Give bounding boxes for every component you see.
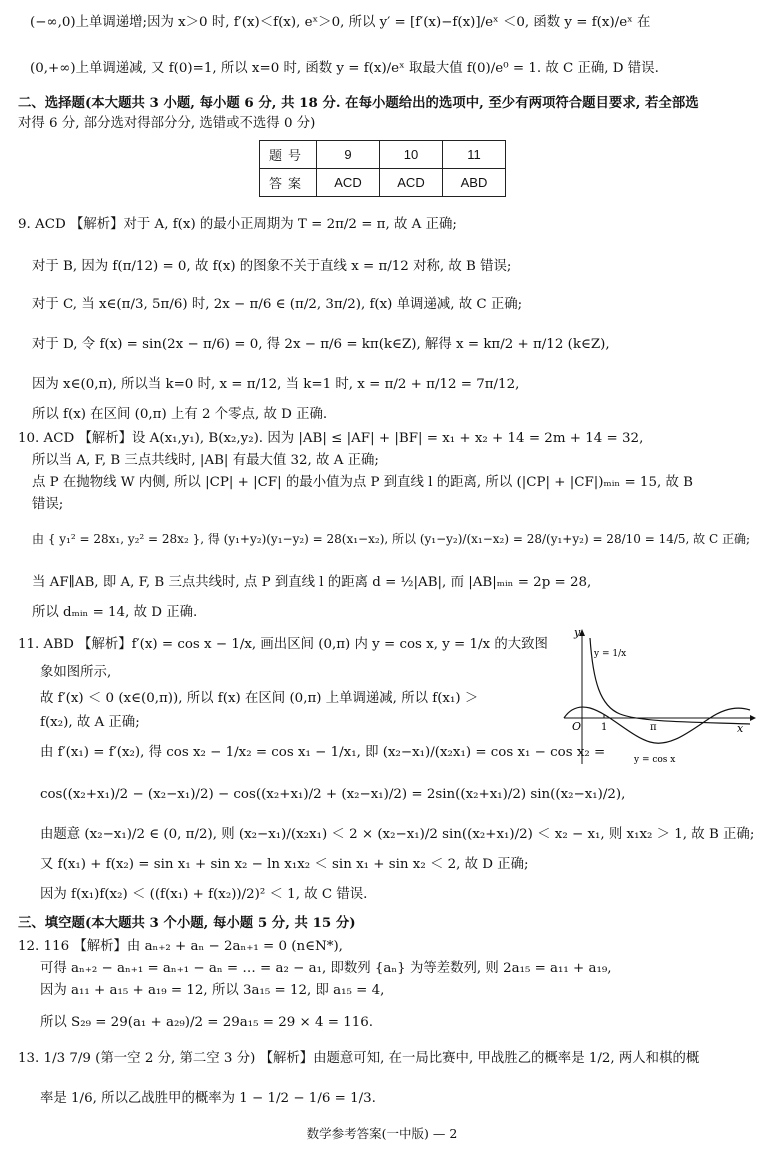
text-line: 对于 B, 因为 f(π/12) = 0, 故 f(x) 的图象不关于直线 x = π/12 对称, 故 B 错误; (32, 259, 512, 274)
x-axis-arrow (750, 715, 756, 721)
x-axis-label: x (737, 722, 744, 735)
tick-pi-label: π (650, 722, 657, 733)
answer-table-answer: ACD (380, 169, 443, 197)
text-line: 对于 C, 当 x∈(π/3, 5π/6) 时, 2x − π/6 ∈ (π/2, 3π/2), f(x) 单调递减, 故 C 正确; (32, 297, 523, 312)
answer-table-answer: ACD (317, 169, 380, 197)
question-10-header: 10. ACD 【解析】设 A(x₁,y₁), B(x₂,y₂). 因为 |AB| ≤ |AF| + |BF| = x₁ + x₂ + 14 = 2m + 14 = 32, (18, 431, 644, 446)
reciprocal-curve-label: y = 1/x (594, 649, 627, 659)
y-axis-label: y (574, 626, 581, 639)
answer-table-header-row (260, 141, 506, 169)
question-11-header: 11. ABD 【解析】f′(x) = cos x − 1/x, 画出区间 (0,π) 内 y = cos x, y = 1/x 的大致图 (18, 637, 548, 652)
answer-table-answer-label: 答案 (260, 169, 317, 197)
section-heading-choice: 二、选择题(本大题共 3 小题, 每小题 6 分, 共 18 分. 在每小题给出的选项中, 至少有两项符合题目要求, 若全部选 (18, 95, 699, 111)
text-line: 又 f(x₁) + f(x₂) = sin x₁ + sin x₂ − ln x₁x₂ ＜ sin x₁ + sin x₂ ＜ 2, 故 D 正确; (40, 857, 529, 872)
text-line: 率是 1/6, 所以乙战胜甲的概率为 1 − 1/2 − 1/6 = 1/3. (40, 1091, 376, 1106)
text-line: 所以 f(x) 在区间 (0,π) 上有 2 个零点, 故 D 正确. (32, 407, 328, 422)
text-line: 所以当 A, F, B 三点共线时, |AB| 有最大值 32, 故 A 正确; (32, 453, 379, 468)
question-9-header: 9. ACD 【解析】对于 A, f(x) 的最小正周期为 T = 2π/2 = π, 故 A 正确; (18, 217, 457, 232)
text-line: f(x₂), 故 A 正确; (40, 715, 140, 730)
text-line: 对得 6 分, 部分选对得部分分, 选错或不选得 0 分) (18, 116, 316, 131)
text-line: 由 f′(x₁) = f′(x₂), 得 cos x₂ − 1/x₂ = cos x₁ − 1/x₁, 即 (x₂−x₁)/(x₂x₁) = cos x₁ − cos x₂ = (40, 745, 606, 760)
answer-table-question: 11 (443, 141, 506, 169)
text-line: 由题意 (x₂−x₁)/2 ∈ (0, π/2), 则 (x₂−x₁)/(x₂x₁) ＜ 2 × (x₂−x₁)/2 sin((x₂+x₁)/2) ＜ x₂ − x₁, 则 x₁x₂ ＞ 1, 故 B 正确; (40, 827, 755, 842)
text-line: 错误; (32, 497, 64, 512)
cos-curve (564, 707, 750, 743)
answer-table (259, 140, 506, 197)
text-line: 可得 aₙ₊₂ − aₙ₊₁ = aₙ₊₁ − aₙ = … = a₂ − a₁, 即数列 {aₙ} 为等差数列, 则 2a₁₅ = a₁₁ + a₁₉, (40, 961, 612, 976)
text-line: 象如图所示, (40, 665, 112, 680)
text-line: 所以 dₘᵢₙ = 14, 故 D 正确. (32, 605, 198, 620)
text-line: 对于 D, 令 f(x) = sin(2x − π/6) = 0, 得 2x − π/6 = kπ(k∈Z), 解得 x = kπ/2 + π/12 (k∈Z), (32, 337, 610, 352)
section-heading-fill-in: 三、填空题(本大题共 3 个小题, 每小题 5 分, 共 15 分) (18, 915, 356, 931)
text-line: cos((x₂+x₁)/2 − (x₂−x₁)/2) − cos((x₂+x₁)/2 + (x₂−x₁)/2) = 2sin((x₂+x₁)/2) sin((x₂−x₁)/2), (40, 787, 626, 802)
text-line: 由 { y₁² = 28x₁, y₂² = 28x₂ }, 得 (y₁+y₂)(y₁−y₂) = 28(x₁−x₂), 所以 (y₁−y₂)/(x₁−x₂) = 28/(y₁+y₂) = 28/10 = 14/5, 故 C 正确; (32, 532, 751, 546)
text-line: (0,+∞)上单调递减, 又 f(0)=1, 所以 x=0 时, 函数 y = f(x)/eˣ 取最大值 f(0)/e⁰ = 1. 故 C 正确, D 错误. (30, 61, 659, 76)
text-line: 因为 x∈(0,π), 所以当 k=0 时, x = π/12, 当 k=1 时, x = π/2 + π/12 = 7π/12, (32, 377, 520, 392)
question-12-header: 12. 116 【解析】由 aₙ₊₂ + aₙ − 2aₙ₊₁ = 0 (n∈N*), (18, 939, 343, 954)
tick-one-label: 1 (601, 722, 608, 733)
text-line: 因为 f(x₁)f(x₂) ＜ ((f(x₁) + f(x₂))/2)² ＜ 1, 故 C 错误. (40, 887, 368, 902)
text-line: 因为 a₁₁ + a₁₅ + a₁₉ = 12, 所以 3a₁₅ = 12, 即 a₁₅ = 4, (40, 983, 385, 998)
question-13-header: 13. 1/3 7/9 (第一空 2 分, 第二空 3 分) 【解析】由题意可知, 在一局比赛中, 甲战胜乙的概率是 1/2, 两人和棋的概 (18, 1051, 700, 1066)
page-footer: 数学参考答案(一中版) — 2 (306, 1126, 458, 1141)
text-line: (−∞,0)上单调递增;因为 x＞0 时, f′(x)＜f(x), eˣ＞0, 所以 y′ = [f′(x)−f(x)]/eˣ ＜0, 函数 y = f(x)/eˣ 在 (30, 15, 651, 30)
answer-table-answer-row (260, 169, 506, 197)
text-line: 点 P 在抛物线 W 内侧, 所以 |CP| + |CF| 的最小值为点 P 到直线 l 的距离, 所以 (|CP| + |CF|)ₘᵢₙ = 15, 故 B (32, 475, 693, 490)
text-line: 故 f′(x) ＜ 0 (x∈(0,π)), 所以 f(x) 在区间 (0,π) 上单调递减, 所以 f(x₁) ＞ (40, 691, 479, 706)
cos-reciprocal-graph (560, 626, 756, 766)
text-line: 所以 S₂₉ = 29(a₁ + a₂₉)/2 = 29a₁₅ = 29 × 4 = 116. (40, 1015, 374, 1030)
text-line: 当 AF∥AB, 即 A, F, B 三点共线时, 点 P 到直线 l 的距离 d = ½|AB|, 而 |AB|ₘᵢₙ = 2p = 28, (32, 575, 592, 590)
answer-table-answer: ABD (443, 169, 506, 197)
answer-table-header-label: 题号 (260, 141, 317, 169)
cos-curve-label: y = cos x (634, 755, 676, 765)
answer-table-question: 10 (380, 141, 443, 169)
origin-label: O (572, 720, 582, 733)
answer-table-question: 9 (317, 141, 380, 169)
